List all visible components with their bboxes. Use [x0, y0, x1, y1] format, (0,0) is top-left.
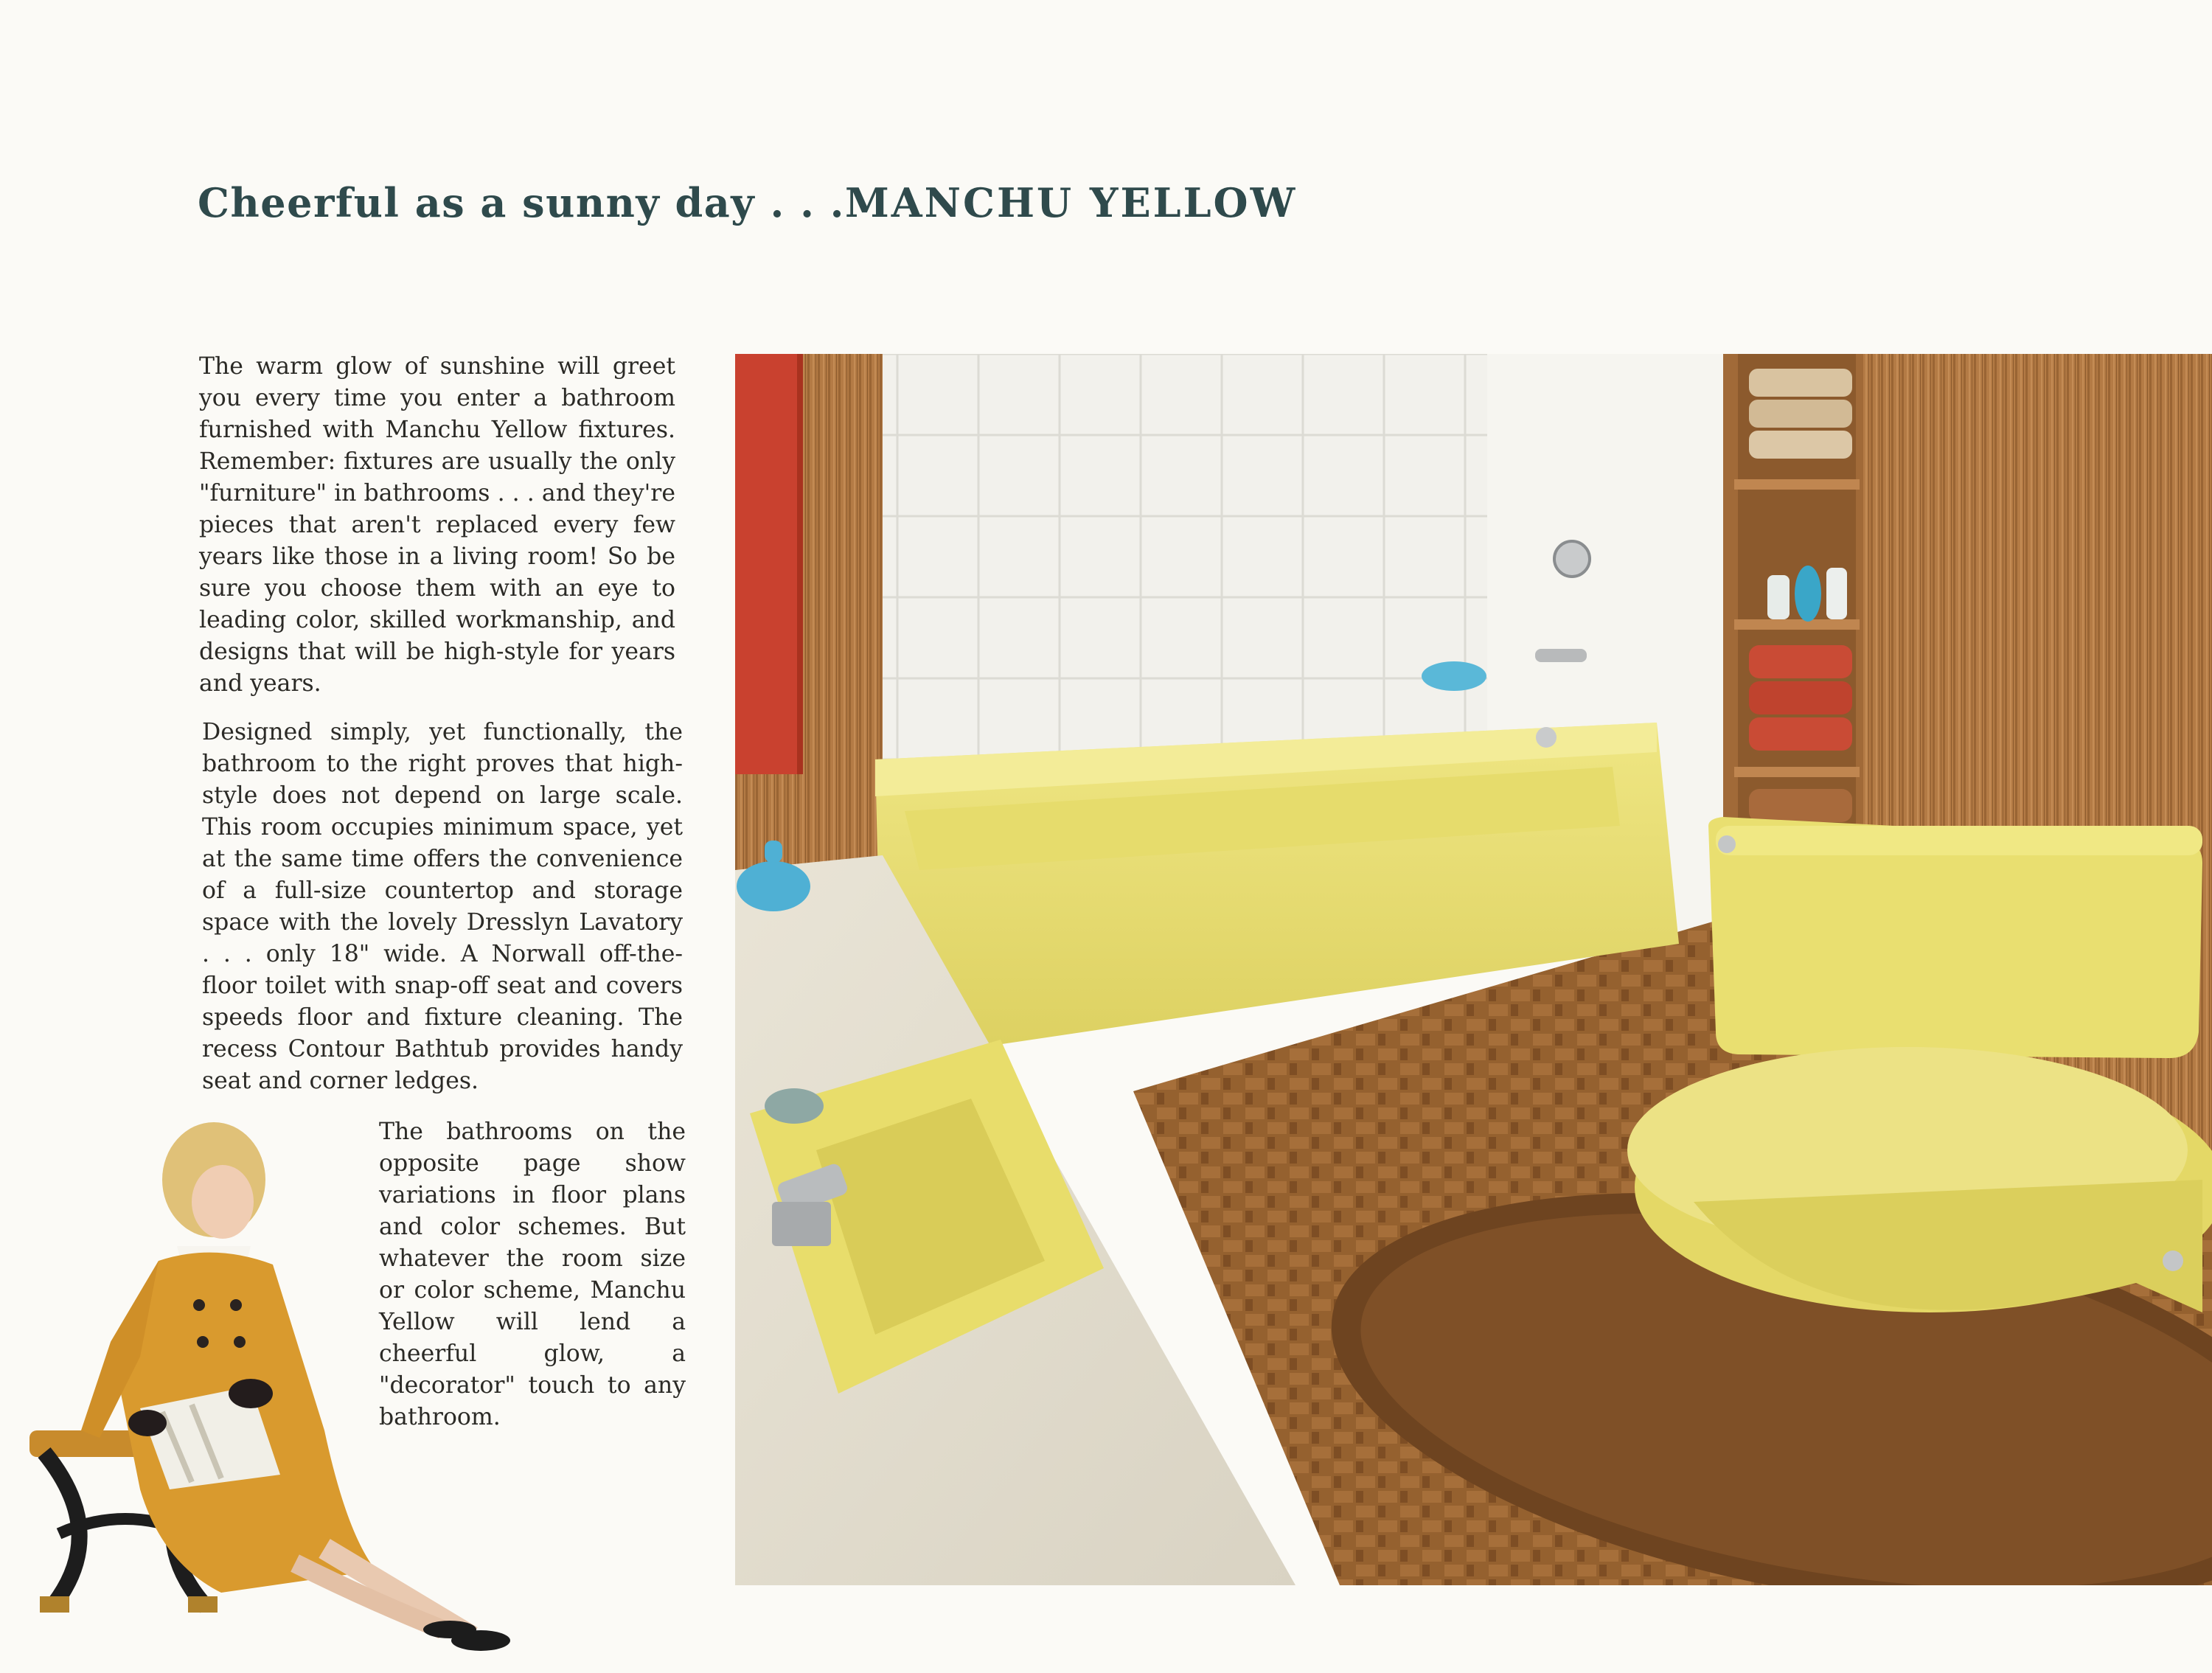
headline-lead: Cheerful as a sunny day . . . [198, 179, 845, 226]
body-paragraph-3: The bathrooms on the opposite page show variations in floor plans and color schemes. But whatever the room size or color scheme, Manchu Yellow will lend a cheerful glow, a "decorator" touch to any bathroom. [379, 1119, 686, 1430]
body-paragraph-2: Designed simply, yet functionally, the bathroom to the right proves that high-style does not depend on large scale. This room occupies minimum space, yet at the same time offers the convenience of a full-size countertop and storage space with the lovely Dresslyn Lavatory . . . only 18" wide. A Norwall off-the-floor toilet with snap-off seat and covers speeds floor and fixture cleaning. The recess Contour Bathtub provides handy seat and corner ledges. [202, 719, 683, 1094]
bathroom-photo [735, 354, 2212, 1585]
headline [198, 179, 1298, 226]
headline-product-name: MANCHU YELLOW [844, 179, 1298, 226]
body-paragraph-1: The warm glow of sunshine will greet you every time you enter a bathroom furnished with Manchu Yellow fixtures. Remember: fixtures are usually the only "furniture" in bathrooms . . . and they're pieces that aren't replaced every few years like those in a living room! So be sure you choose them with an eye to leading color, skilled workmanship, and designs that will be high-style for years and years. [199, 353, 675, 697]
woman-seated-illustration [29, 1121, 546, 1652]
